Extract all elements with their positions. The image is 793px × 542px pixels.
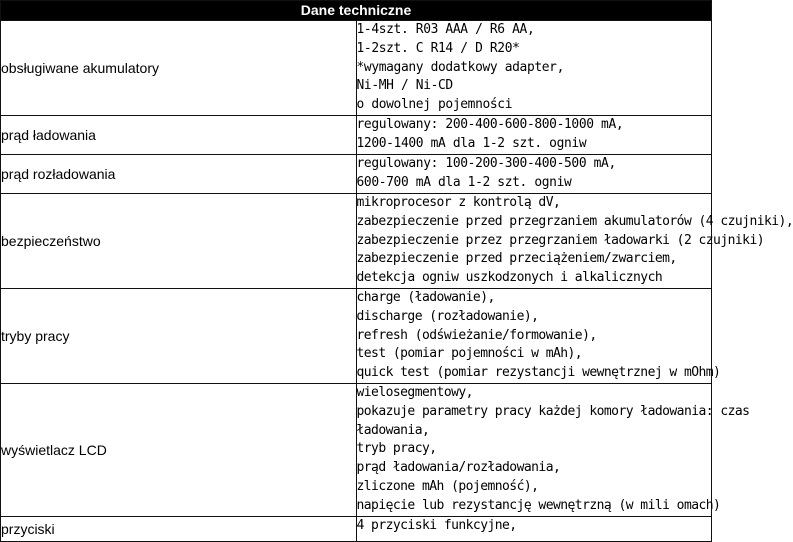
row-value <box>356 384 750 517</box>
table-row <box>1 116 712 155</box>
value-line: mikroprocesor z kontrolą dV, <box>356 195 561 210</box>
table-row <box>1 517 712 542</box>
table-header-row <box>1 1 712 21</box>
row-label: prąd rozładowania <box>1 155 357 194</box>
table-row <box>1 21 712 116</box>
row-label: prąd ładowania <box>1 116 357 155</box>
value-line: quick test (pomiar rezystancji wewnętrznej w mOhm) <box>356 365 721 381</box>
value-line: 4 przyciski funkcyjne, <box>356 518 517 533</box>
value-line: refresh (odświeżanie/formowanie), <box>356 327 597 343</box>
value-line: pokazuje parametry pracy każdej komory ładowania: czas <box>356 403 750 419</box>
row-label: bezpieczeństwo <box>1 194 357 289</box>
value-line: discharge (rozładowanie), <box>356 308 539 324</box>
value-line: 600-700 mA dla 1-2 szt. ogniw <box>356 174 572 190</box>
table-row <box>1 289 712 384</box>
value-line: *wymagany dodatkowy adapter, <box>356 59 565 75</box>
value-line: prąd ładowania/rozładowania, <box>356 460 561 476</box>
value-line: o dowolnej pojemności <box>356 97 513 113</box>
value-line: zabezpieczenie przez przegrzaniem ładowarki (2 czujniki) <box>356 232 764 248</box>
row-label: obsługiwane akumulatory <box>1 21 357 116</box>
value-line: wielosegmentowy, <box>356 385 473 400</box>
value-line: 1-2szt. C R14 / D R20* <box>356 40 520 56</box>
row-value <box>356 155 712 194</box>
value-line: tryb pracy, <box>356 441 437 457</box>
value-line: 1-4szt. R03 AAA / R6 AA, <box>356 22 535 37</box>
table-row <box>1 155 712 194</box>
value-line: zabezpieczenie przed przegrzaniem akumulatorów (4 czujniki), <box>356 213 793 229</box>
value-line: regulowany: 200-400-600-800-1000 mA, <box>356 117 624 132</box>
row-value <box>356 194 793 289</box>
row-value <box>356 116 712 155</box>
table-row <box>1 384 712 517</box>
table-title: Dane techniczne <box>1 1 712 21</box>
value-line: zliczone mAh (pojemność), <box>356 478 539 494</box>
value-line: ładowania, <box>356 422 430 438</box>
value-line: charge (ładowanie), <box>356 290 495 305</box>
row-value <box>356 289 721 384</box>
table-row <box>1 194 712 289</box>
value-line: test (pomiar pojemności w mAh), <box>356 346 583 362</box>
value-line: detekcja ogniw uszkodzonych i alkalicznych <box>356 270 663 286</box>
value-line: Ni-MH / Ni-CD <box>356 78 453 94</box>
value-line: napięcie lub rezystancję wewnętrzną (w mili omach) <box>356 497 721 513</box>
row-value <box>356 21 712 116</box>
value-line: 1200-1400 mA dla 1-2 szt. ogniw <box>356 135 587 151</box>
row-label: przyciski <box>1 517 357 542</box>
value-line: regulowany: 100-200-300-400-500 mA, <box>356 156 616 171</box>
row-label: wyświetlacz LCD <box>1 384 357 517</box>
row-label: tryby pracy <box>1 289 357 384</box>
row-value <box>356 517 712 542</box>
value-line: zabezpieczenie przed przeciążeniem/zwarciem, <box>356 251 677 267</box>
